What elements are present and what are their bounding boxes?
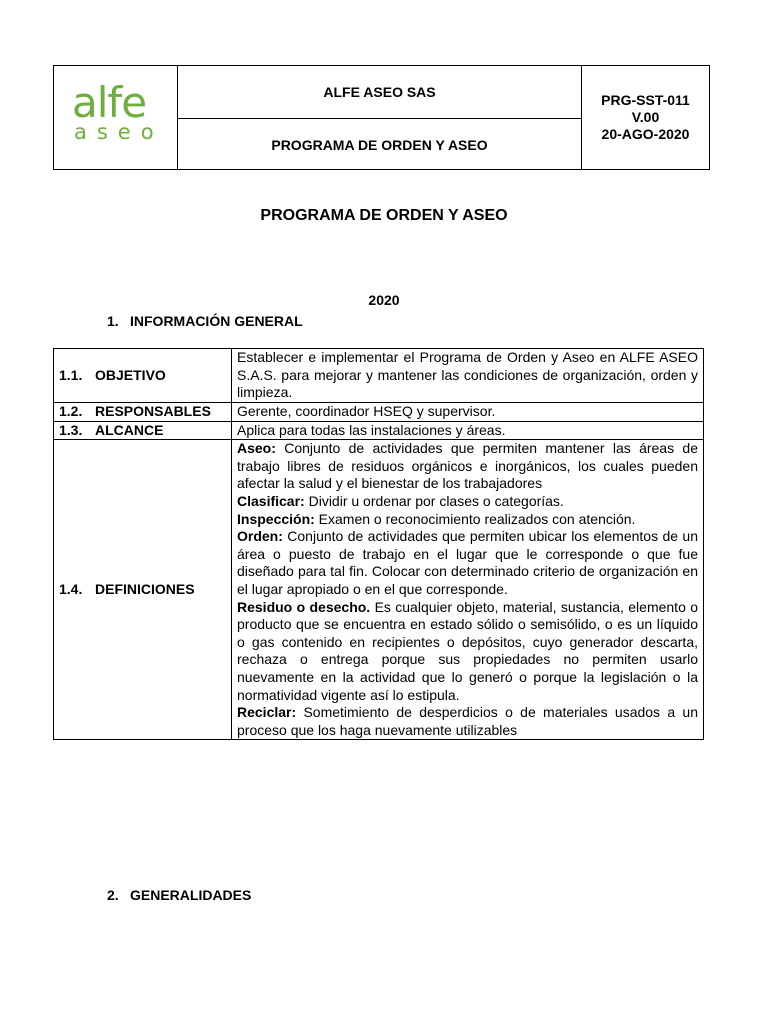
year-label: 2020 <box>368 292 400 308</box>
row-key: 1.1. OBJETIVO <box>54 349 232 403</box>
section-heading-2 <box>107 887 251 903</box>
definition-item: Reciclar: Sometimiento de desperdicios o de materiales usados a un proceso que los haga nuevamente utilizables <box>237 704 698 738</box>
definitions-cell <box>232 440 704 740</box>
definition-item: Clasificar: Dividir u ordenar por clases o categorías. <box>237 492 564 509</box>
definition-item: Aseo: Conjunto de actividades que permiten mantener las áreas de trabajo libres de residuos orgánicos e inorgánicos, los cuales pueden afectar la salud y el bienestar de los trabajadores <box>237 440 698 492</box>
company-logo <box>54 66 178 169</box>
table-row <box>54 349 704 403</box>
document-header <box>53 65 710 170</box>
program-name: PROGRAMA DE ORDEN Y ASEO <box>271 137 488 153</box>
logo-wordmark: alfe <box>72 78 147 127</box>
table-row <box>54 440 704 740</box>
section-number: 1. <box>107 313 119 329</box>
header-middle <box>178 66 582 169</box>
row-key: 1.3. ALCANCE <box>54 421 232 440</box>
table-row <box>54 421 704 440</box>
document-date: 20-AGO-2020 <box>601 126 690 142</box>
document-code: PRG-SST-011 <box>601 92 690 108</box>
table-row <box>54 403 704 422</box>
logo-subtext: aseo <box>74 120 164 144</box>
row-key: 1.2. RESPONSABLES <box>54 403 232 422</box>
row-value: Establecer e implementar el Programa de Orden y Aseo en ALFE ASEO S.A.S. para mejorar y mantener las condiciones de organización, orden y limpieza. <box>232 349 704 403</box>
document-version: V.00 <box>631 109 660 125</box>
page-title: PROGRAMA DE ORDEN Y ASEO <box>260 207 508 224</box>
row-key: 1.4. DEFINICIONES <box>54 440 232 740</box>
definition-item: Inspección: Examen o reconocimiento realizados con atención. <box>237 510 636 527</box>
section-heading-1 <box>107 313 303 329</box>
document-code-block <box>582 66 709 169</box>
definition-item: Orden: Conjunto de actividades que permiten ubicar los elementos de un área o puesto de trabajo en el lugar que le corresponde o que fue diseñado para tal fin. Colocar con determinado criterio de organización en el lugar apropiado o en el que corresponde. <box>237 528 698 597</box>
section-label: INFORMACIÓN GENERAL <box>130 313 303 329</box>
section-label: GENERALIDADES <box>130 887 252 903</box>
definition-item: Residuo o desecho. Es cualquier objeto, material, sustancia, elemento o producto que se encuentra en estado sólido o semisólido, o es un líquido o gas contenido en recipientes o depósitos, cuyo generador descarta, rechaza o entrega porque sus propiedades no permiten usarlo nuevamente en la actividad que lo generó o porque la legislación o la normatividad vigente así lo estipula. <box>237 598 699 703</box>
row-value: Gerente, coordinador HSEQ y supervisor. <box>232 403 704 422</box>
company-name: ALFE ASEO SAS <box>178 66 581 119</box>
section-number: 2. <box>107 887 119 903</box>
row-value: Aplica para todas las instalaciones y áreas. <box>232 421 704 440</box>
general-info-table <box>53 348 704 740</box>
